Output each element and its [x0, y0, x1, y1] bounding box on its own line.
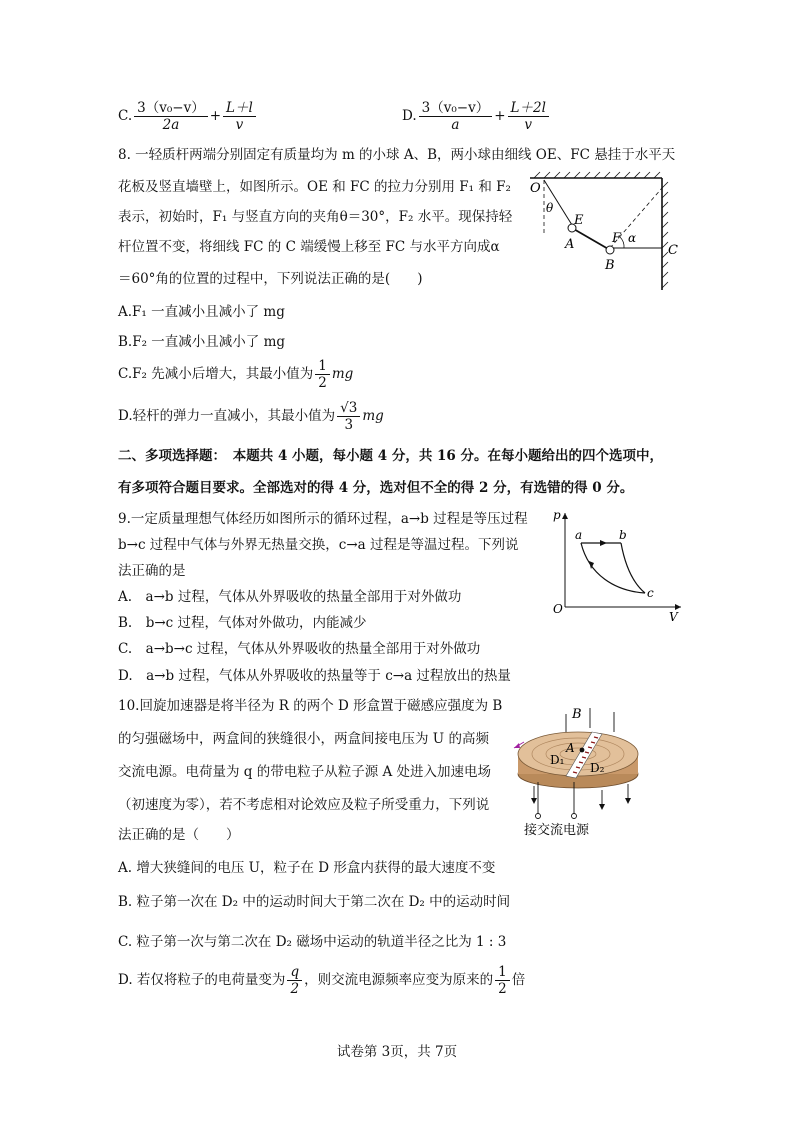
q8-c-text: C.F₂ 先减小后增大，其最小值为 [118, 366, 314, 382]
q10-cyclotron-figure [510, 702, 645, 840]
q10-line1: 10.回旋加速器是将半径为 R 的两个 D 形盒置于磁感应强度为 B [118, 698, 503, 714]
q10-d-post: 倍 [511, 972, 526, 988]
q7-c-num2: L＋l [223, 100, 256, 117]
q8-fig-alpha: α [628, 231, 637, 245]
page-footer: 试卷第 3页，共 7页 [336, 1044, 458, 1060]
q8-d-den: 3 [344, 417, 354, 433]
q10-option-c: C. 粒子第一次与第二次在 D₂ 磁场中运动的轨道半径之比为 1 : 3 [118, 934, 507, 950]
q8-line4: 杆位置不变，将细线 FC 的 C 端缓慢上移至 FC 与水平方向成α [118, 239, 500, 255]
q10-line5: 法正确的是（ ） [118, 827, 240, 843]
q8-c-post: mg [331, 366, 354, 382]
q7-c-num: 3（v₀−v） [134, 100, 208, 117]
q9-line3: 法正确的是 [118, 563, 186, 579]
q10-fig-d1: D₁ [550, 753, 565, 767]
q8-option-c [118, 358, 353, 391]
q9-fig-b: b [619, 528, 627, 542]
q8-fig-b: B [605, 258, 615, 273]
q7-c-plus: + [209, 108, 222, 124]
q9-fig-v: V [669, 610, 678, 624]
q9-option-b: B. b→c 过程，气体对外做功，内能减少 [118, 615, 367, 631]
q8-option-b: B.F₂ 一直减小且减小了 mg [118, 334, 286, 350]
q8-figure [520, 170, 690, 295]
q7-d-frac1 [419, 100, 493, 133]
q10-d-den: 2 [290, 981, 300, 997]
q7-d-den2: v [524, 117, 533, 133]
q8-d-frac [337, 400, 360, 433]
q10-line4: （初速度为零），若不考虑相对论效应及粒子所受重力，下列说 [118, 797, 490, 813]
q7-d-plus: + [494, 108, 506, 124]
q9-option-d: D. a→b 过程，气体从外界吸收的热量等于 c→a 过程放出的热量 [118, 668, 511, 684]
q8-line2: 花板及竖直墙壁上，如图所示。OE 和 FC 的拉力分别用 F₁ 和 F₂ [118, 179, 511, 195]
q8-d-num: √3 [337, 400, 360, 417]
q9-fig-p: p [553, 508, 561, 522]
q10-option-b: B. 粒子第一次在 D₂ 中的运动时间大于第二次在 D₂ 中的运动时间 [118, 894, 511, 910]
q10-fig-d2: D₂ [590, 761, 605, 775]
q10-d-frac2 [495, 964, 510, 997]
q9-pv-figure [545, 505, 690, 625]
q7-d-frac2 [508, 100, 549, 133]
q7-c-frac1 [134, 100, 208, 133]
q9-fig-o: O [553, 602, 563, 616]
q8-line3: 表示，初始时，F₁ 与竖直方向的夹角θ＝30°，F₂ 水平。现保持轻 [118, 209, 513, 225]
q7-c-label: C. [118, 108, 133, 124]
q7-c-den: 2a [162, 117, 180, 133]
q8-option-a: A.F₁ 一直减小且减小了 mg [118, 304, 285, 320]
q8-fig-theta: θ [546, 201, 554, 215]
q7-option-d [402, 100, 551, 133]
q10-fig-b: B [572, 707, 582, 722]
q7-c-frac2 [223, 100, 256, 133]
q8-c-frac [315, 358, 330, 391]
q8-c-den: 2 [318, 375, 327, 391]
q7-d-label: D. [402, 108, 417, 124]
q8-line5: ＝60°角的位置的过程中，下列说法正确的是( ) [118, 271, 423, 287]
q10-d-num: q [287, 964, 302, 981]
q8-fig-o: O [530, 181, 541, 196]
q8-fig-a: A [565, 237, 575, 252]
section2-line2: 有多项符合题目要求。全部选对的得 4 分，选对但不全的得 2 分，有选错的得 0 分。 [118, 480, 634, 496]
q10-line3: 交流电源。电荷量为 q 的带电粒子从粒子源 A 处进入加速电场 [118, 764, 492, 780]
q9-fig-a: a [575, 528, 583, 542]
q10-line2: 的匀强磁场中，两盒间的狭缝很小，两盒间接电压为 U 的高频 [118, 731, 489, 747]
q7-c-den2: v [235, 117, 244, 133]
q9-option-a: A. a→b 过程，气体从外界吸收的热量全部用于对外做功 [118, 589, 462, 605]
q7-d-num2: L＋2l [508, 100, 549, 117]
q7-d-den: a [451, 117, 460, 133]
q9-line1: 9.一定质量理想气体经历如图所示的循环过程，a→b 过程是等压过程 [118, 511, 528, 527]
q8-fig-e: E [574, 213, 584, 228]
q10-d-mid: ，则交流电源频率应变为原来的 [304, 972, 494, 988]
q8-d-post: mg [362, 408, 384, 424]
q8-fig-f: F [612, 231, 622, 246]
q9-option-c: C. a→b→c 过程，气体从外界吸收的热量全部用于对外做功 [118, 641, 481, 657]
q9-line2: b→c 过程中气体与外界无热量交换，c→a 过程是等温过程。下列说 [118, 537, 519, 553]
q10-d-frac1 [287, 964, 302, 997]
q9-fig-c: c [647, 586, 654, 600]
q8-line1: 8. 一轻质杆两端分别固定有质量均为 m 的小球 A、B，两小球由细线 OE、FC 悬挂于水平天 [118, 147, 676, 163]
q10-option-d [118, 964, 525, 997]
q10-d-num2: 1 [495, 964, 510, 981]
q10-option-a: A. 增大狭缝间的电压 U，粒子在 D 形盒内获得的最大速度不变 [118, 860, 496, 876]
q7-d-num: 3（v₀−v） [419, 100, 493, 117]
q8-fig-c: C [668, 243, 678, 258]
q10-fig-caption: 接交流电源 [524, 823, 590, 838]
q8-c-num: 1 [315, 358, 330, 375]
q10-d-text: D. 若仅将粒子的电荷量变为 [118, 972, 286, 988]
q8-option-d [118, 400, 384, 433]
q7-option-c [118, 100, 258, 133]
q10-d-den2: 2 [498, 981, 507, 997]
q8-d-text: D.轻杆的弹力一直减小，其最小值为 [118, 408, 336, 424]
section2-line1: 二、多项选择题： 本题共 4 小题，每小题 4 分，共 16 分。在每小题给出的四个选项中， [118, 448, 664, 464]
q10-fig-a: A [566, 741, 575, 755]
